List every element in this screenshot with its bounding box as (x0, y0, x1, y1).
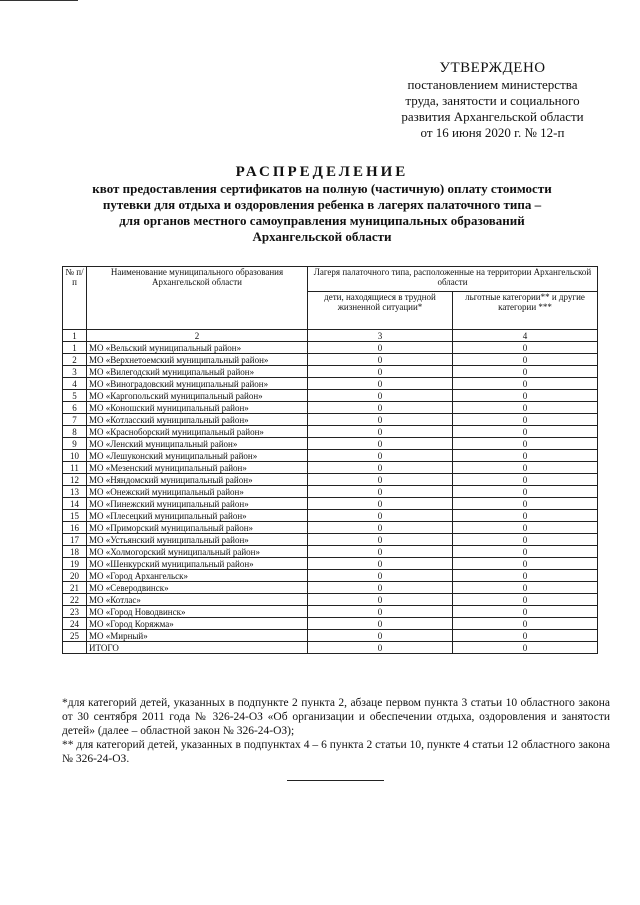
table-row (63, 354, 598, 366)
row-col3-value: 0 (308, 570, 453, 582)
row-number: 16 (63, 522, 87, 534)
total-col3: 0 (308, 642, 453, 654)
col-number: 3 (308, 330, 453, 342)
row-col3-value: 0 (308, 630, 453, 642)
row-col3-value: 0 (308, 426, 453, 438)
title-line: квот предоставления сертификатов на полную (частичную) оплату стоимости (92, 181, 552, 196)
approval-heading: УТВЕРЖДЕНО (439, 60, 546, 76)
row-municipality: МО «Мезенский муниципальный район» (87, 462, 308, 474)
header-name: Наименование муниципального образования Архангельской области (87, 267, 308, 330)
row-municipality: МО «Город Коряжма» (87, 618, 308, 630)
title-line: Архангельской области (252, 229, 392, 244)
header-num: № п/п (63, 267, 87, 330)
table-row (63, 522, 598, 534)
row-col4-value: 0 (453, 570, 598, 582)
row-municipality: МО «Ленский муниципальный район» (87, 438, 308, 450)
row-number: 4 (63, 378, 87, 390)
row-municipality: МО «Лешуконский муниципальный район» (87, 450, 308, 462)
row-number: 21 (63, 582, 87, 594)
header-group: Лагеря палаточного типа, расположенные на территории Архангельской области (308, 267, 598, 292)
distribution-table (62, 266, 598, 654)
total-num (63, 642, 87, 654)
row-number: 24 (63, 618, 87, 630)
row-col4-value: 0 (453, 558, 598, 570)
row-col4-value: 0 (453, 354, 598, 366)
row-municipality: МО «Северодвинск» (87, 582, 308, 594)
row-municipality: МО «Котлас» (87, 594, 308, 606)
table-row (63, 366, 598, 378)
row-municipality: МО «Город Архангельск» (87, 570, 308, 582)
row-col4-value: 0 (453, 474, 598, 486)
row-col3-value: 0 (308, 522, 453, 534)
row-number: 25 (63, 630, 87, 642)
table-row (63, 570, 598, 582)
row-number: 12 (63, 474, 87, 486)
row-col4-value: 0 (453, 606, 598, 618)
row-number: 11 (63, 462, 87, 474)
table-row (63, 534, 598, 546)
row-number: 20 (63, 570, 87, 582)
row-municipality: МО «Шенкурский муниципальный район» (87, 558, 308, 570)
col-number: 4 (453, 330, 598, 342)
row-municipality: МО «Приморский муниципальный район» (87, 522, 308, 534)
table-row (63, 606, 598, 618)
row-col4-value: 0 (453, 342, 598, 354)
table-row (63, 414, 598, 426)
row-col4-value: 0 (453, 630, 598, 642)
row-col3-value: 0 (308, 354, 453, 366)
row-col4-value: 0 (453, 414, 598, 426)
row-municipality: МО «Коношский муниципальный район» (87, 402, 308, 414)
row-col3-value: 0 (308, 606, 453, 618)
row-col4-value: 0 (453, 390, 598, 402)
row-municipality: МО «Устьянский муниципальный район» (87, 534, 308, 546)
total-label: ИТОГО (87, 642, 308, 654)
row-col3-value: 0 (308, 438, 453, 450)
row-number: 22 (63, 594, 87, 606)
row-col3-value: 0 (308, 498, 453, 510)
row-col3-value: 0 (308, 510, 453, 522)
table-row (63, 402, 598, 414)
row-number: 17 (63, 534, 87, 546)
title-main: РАСПРЕДЕЛЕНИЕ (235, 164, 409, 180)
row-col4-value: 0 (453, 366, 598, 378)
row-col3-value: 0 (308, 534, 453, 546)
title-line: для органов местного самоуправления муниципальных образований (119, 213, 525, 228)
row-col3-value: 0 (308, 402, 453, 414)
row-municipality: МО «Вилегодский муниципальный район» (87, 366, 308, 378)
row-municipality: МО «Плесецкий муниципальный район» (87, 510, 308, 522)
header-col4: льготные категории** и другие категории *** (453, 292, 598, 330)
row-col3-value: 0 (308, 390, 453, 402)
table-row (63, 474, 598, 486)
approval-line: развития Архангельской области (401, 109, 584, 124)
row-col4-value: 0 (453, 510, 598, 522)
approval-line: постановлением министерства (407, 77, 578, 92)
row-number: 6 (63, 402, 87, 414)
footnote-1: *для категорий детей, указанных в подпункте 2 пункта 2, абзаце первом пункта 3 статьи 10 областного закона от 30 сентября 2011 года № 326-24-ОЗ «Об организации и обеспечении отдыха, оздоровления и занятости детей» (далее – областной закон № 326-24-ОЗ); (62, 697, 610, 737)
row-col3-value: 0 (308, 486, 453, 498)
title-line: путевки для отдыха и оздоровления ребенка в лагерях палаточного типа – (102, 197, 542, 212)
row-col4-value: 0 (453, 546, 598, 558)
approval-line: труда, занятости и социального (405, 93, 580, 108)
row-number: 10 (63, 450, 87, 462)
row-col4-value: 0 (453, 402, 598, 414)
row-municipality: МО «Виноградовский муниципальный район» (87, 378, 308, 390)
row-municipality: МО «Котласский муниципальный район» (87, 414, 308, 426)
row-col3-value: 0 (308, 366, 453, 378)
footnotes (62, 696, 610, 766)
table-header (63, 267, 598, 342)
row-col3-value: 0 (308, 462, 453, 474)
row-col3-value: 0 (308, 378, 453, 390)
row-number: 1 (63, 342, 87, 354)
row-number: 3 (63, 366, 87, 378)
row-col3-value: 0 (308, 558, 453, 570)
footnote-2: ** для категорий детей, указанных в подпунктах 4 – 6 пункта 2 статьи 10, пункте 4 статьи 12 областного закона № 326-24-ОЗ. (62, 739, 610, 765)
table-row (63, 498, 598, 510)
approval-line: от 16 июня 2020 г. № 12-п (420, 125, 565, 140)
row-col3-value: 0 (308, 450, 453, 462)
row-number: 8 (63, 426, 87, 438)
row-number: 13 (63, 486, 87, 498)
row-col3-value: 0 (308, 414, 453, 426)
row-municipality: МО «Пинежский муниципальный район» (87, 498, 308, 510)
row-number: 15 (63, 510, 87, 522)
row-col3-value: 0 (308, 582, 453, 594)
row-col4-value: 0 (453, 378, 598, 390)
row-municipality: МО «Красноборский муниципальный район» (87, 426, 308, 438)
table-row (63, 582, 598, 594)
table-row (63, 342, 598, 354)
row-municipality: МО «Няндомский муниципальный район» (87, 474, 308, 486)
approval-stamp (360, 60, 625, 141)
row-number: 5 (63, 390, 87, 402)
col-number: 2 (87, 330, 308, 342)
row-col4-value: 0 (453, 534, 598, 546)
table-body (63, 342, 598, 642)
table-row (63, 390, 598, 402)
header-col3: дети, находящиеся в трудной жизненной ситуации* (308, 292, 453, 330)
row-municipality: МО «Холмогорский муниципальный район» (87, 546, 308, 558)
row-col3-value: 0 (308, 474, 453, 486)
row-col3-value: 0 (308, 618, 453, 630)
table-row (63, 462, 598, 474)
end-rule (287, 780, 384, 781)
table-row (63, 438, 598, 450)
table-row (63, 486, 598, 498)
row-col3-value: 0 (308, 546, 453, 558)
row-col3-value: 0 (308, 594, 453, 606)
document-title (60, 163, 584, 245)
row-col4-value: 0 (453, 450, 598, 462)
row-col4-value: 0 (453, 438, 598, 450)
column-number-row (63, 330, 598, 342)
table-row (63, 630, 598, 642)
total-col4: 0 (453, 642, 598, 654)
row-number: 23 (63, 606, 87, 618)
total-row (63, 642, 598, 654)
table-row (63, 426, 598, 438)
row-col4-value: 0 (453, 462, 598, 474)
row-number: 9 (63, 438, 87, 450)
row-col4-value: 0 (453, 594, 598, 606)
row-municipality: МО «Каргопольский муниципальный район» (87, 390, 308, 402)
table-row (63, 510, 598, 522)
row-number: 2 (63, 354, 87, 366)
row-municipality: МО «Верхнетоемский муниципальный район» (87, 354, 308, 366)
table-row (63, 378, 598, 390)
table-row (63, 546, 598, 558)
row-number: 14 (63, 498, 87, 510)
row-col4-value: 0 (453, 486, 598, 498)
row-municipality: МО «Мирный» (87, 630, 308, 642)
row-col4-value: 0 (453, 498, 598, 510)
row-col4-value: 0 (453, 522, 598, 534)
table-row (63, 618, 598, 630)
row-municipality: МО «Город Новодвинск» (87, 606, 308, 618)
row-col3-value: 0 (308, 342, 453, 354)
table-row (63, 450, 598, 462)
row-col4-value: 0 (453, 582, 598, 594)
row-number: 7 (63, 414, 87, 426)
row-number: 19 (63, 558, 87, 570)
row-municipality: МО «Вельский муниципальный район» (87, 342, 308, 354)
row-col4-value: 0 (453, 618, 598, 630)
table-row (63, 558, 598, 570)
header-rule (0, 0, 78, 1)
row-number: 18 (63, 546, 87, 558)
table-row (63, 594, 598, 606)
row-municipality: МО «Онежский муниципальный район» (87, 486, 308, 498)
row-col4-value: 0 (453, 426, 598, 438)
col-number: 1 (63, 330, 87, 342)
